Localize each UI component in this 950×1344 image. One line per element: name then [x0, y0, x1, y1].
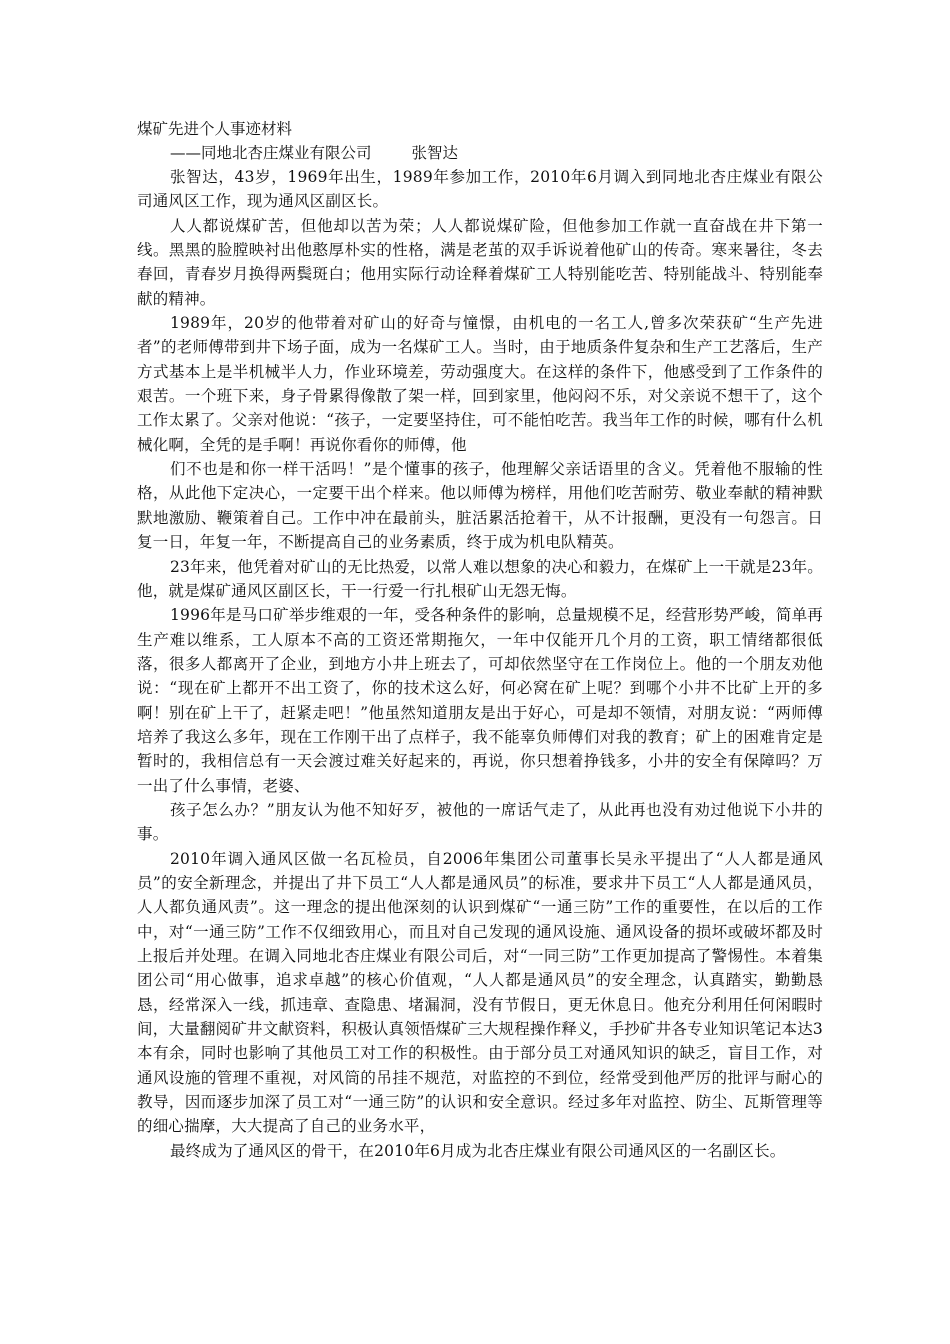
document-title: 煤矿先进个人事迹材料: [137, 120, 293, 138]
paragraph-conclusion: 最终成为了通风区的骨干，在2010年6月成为北杏庄煤业有限公司通风区的一名副区长。: [170, 1141, 786, 1160]
paragraph-hardship: 人人都说煤矿苦，但他却以苦为荣；人人都说煤矿险，但他参加工作就一直奋战在井下第一线。黑黑的脸膛映衬出他憨厚朴实的性格，满是老茧的双手诉说着他矿山的传奇。寒来暑往，冬去春回，青春岁月换得两鬓斑白；他用实际行动诠释着煤矿工人特别能吃苦、特别能战斗、特别能奉献的精神。: [137, 216, 823, 308]
paragraph-1996-continued: 孩子怎么办？”朋友认为他不知好歹，被他的一席话气走了，从此再也没有劝过他说下小井的事。: [137, 800, 823, 844]
document-byline: [137, 141, 823, 165]
document-page: [137, 117, 823, 1163]
paragraph-2010: 2010年调入通风区做一名瓦检员，自2006年集团公司董事长吴永平提出了“人人都是通风员”的安全新理念，并提出了井下员工“人人都是通风员”的标准，要求井下员工“人人都是通风员，人人都负通风责”。这一理念的提出他深刻的认识到煤矿“一通三防”工作的重要性，在以后的工作中，对“一通三防”工作不仅细致用心，而且对自己发现的通风设施、通风设备的损坏或破坏都及时上报后并处理。在调入同地北杏庄煤业有限公司后，对“一同三防”工作更加提高了警惕性。本着集团公司“用心做事，追求卓越”的核心价值观，“人人都是通风员”的安全理念，认真踏实，勤勤恳恳，经常深入一线，抓违章、查隐患、堵漏洞，没有节假日，更无休息日。他充分利用任何闲暇时间，大量翻阅矿井文献资料，积极认真领悟煤矿三大规程操作释义，手抄矿井各专业知识笔记本达3本有余，同时也影响了其他员工对工作的积极性。由于部分员工对通风知识的缺乏，盲目工作，对通风设施的管理不重视，对风筒的吊挂不规范，对监控的不到位，经常受到他严厉的批评与耐心的教导，因而逐步加深了员工对“一通三防”的认识和安全意识。经过多年对监控、防尘、瓦斯管理等的细心揣摩，大大提高了自己的业务水平，: [137, 849, 823, 1136]
paragraph-1989: 1989年，20岁的他带着对矿山的好奇与憧憬，由机电的一名工人,曾多次荣获矿“生产先进者”的老师傅带到井下场子面，成为一名煤矿工人。当时，由于地质条件复杂和生产工艺落后，生产方式基本上是半机械半人力，作业环境差，劳动强度大。在这样的条件下，他感受到了工作条件的艰苦。一个班下来，身子骨累得像散了架一样，回到家里，他闷闷不乐，对父亲说不想干了，这个工作太累了。父亲对他说：“孩子，一定要坚持住，可不能怕吃苦。我当年工作的时候，哪有什么机械化啊，全凭的是手啊！再说你看你的师傅，他: [137, 314, 823, 454]
byline-author: 张智达: [411, 144, 459, 162]
paragraph-intro: 张智达，43岁，1969年出生，1989年参加工作，2010年6月调入到同地北杏庄煤业有限公司通风区工作，现为通风区副区长。: [137, 168, 823, 211]
paragraph-1996: 1996年是马口矿举步维艰的一年，受各种条件的影响，总量规模不足，经营形势严峻，简单再生产难以维系，工人原本不高的工资还常期拖欠，一年中仅能开几个月的工资，职工情绪都很低落，很多人都离开了企业，到地方小井上班去了，可却依然坚守在工作岗位上。他的一个朋友劝他说：“现在矿上都开不出工资了，你的技术这么好，何必窝在矿上呢？到哪个小井不比矿上开的多啊！别在矿上干了，赶紧走吧！”他虽然知道朋友是出于好心，可是却不领情，对朋友说：“两师傅培养了我这么多年，现在工作刚干出了点样子，我不能辜负师傅们对我的教育；矿上的困难肯定是暂时的，我相信总有一天会渡过难关好起来的，再说，你只想着挣钱多，小井的安全有保障吗？万一出了什么事情，老婆、: [137, 606, 823, 795]
paragraph-1989-continued: 们不也是和你一样干活吗！”是个懂事的孩子，他理解父亲话语里的含义。凭着他不服输的性格，从此他下定决心，一定要干出个样来。他以师傅为榜样，用他们吃苦耐劳、敬业奉献的精神默默地激励、鞭策着自己。工作中冲在最前头，脏活累活抢着干，从不计报酬，更没有一句怨言。日复一日，年复一年，不断提高自己的业务素质，终于成为机电队精英。: [137, 460, 823, 552]
paragraph-23-years: 23年来，他凭着对矿山的无比热爱，以常人难以想象的决心和毅力，在煤矿上一干就是23年。他，就是煤矿通风区副区长，干一行爱一行扎根矿山无怨无悔。: [137, 557, 823, 600]
byline-organization: ——同地北杏庄煤业有限公司: [170, 144, 372, 162]
